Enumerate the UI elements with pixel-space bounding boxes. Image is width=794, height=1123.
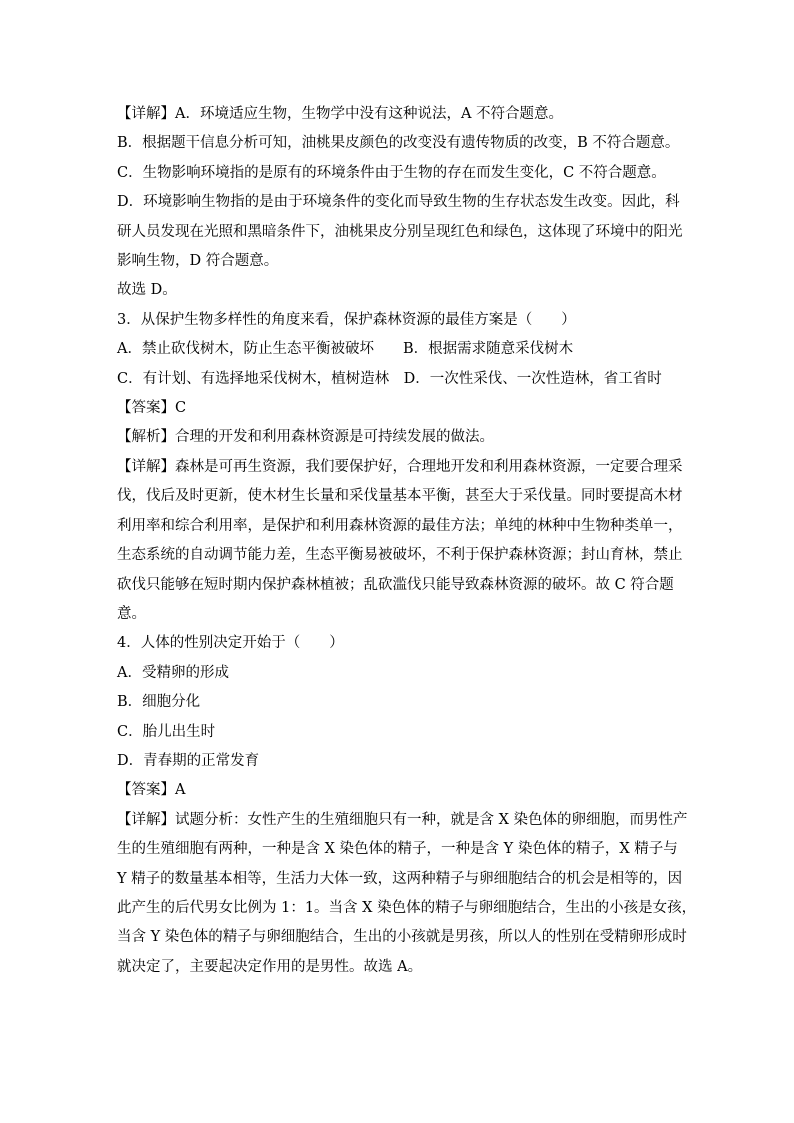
text-line: 伐，伐后及时更新，使木材生长量和采伐量基本平衡，甚至大于采伐量。同时要提高木材	[117, 488, 683, 505]
text-line: 意。	[117, 605, 146, 622]
document-content	[117, 100, 697, 982]
text-line: 【详解】A．环境适应生物，生物学中没有这种说法，A 不符合题意。	[117, 106, 564, 122]
explanation-paragraph-d	[117, 188, 683, 276]
text-line: C．生物影响环境指的是原有的环境条件由于生物的存在而发生变化，C 不符合题意。	[117, 164, 666, 181]
explanation-paragraph-b	[117, 129, 680, 158]
question-3-analysis	[117, 423, 677, 452]
question-4-answer	[117, 776, 677, 805]
text-line: A．受精卵的形成	[117, 664, 229, 681]
explanation-paragraph-c	[117, 159, 677, 188]
text-line: 4．人体的性别决定开始于（ ）	[117, 635, 344, 652]
text-line: 影响生物，D 符合题意。	[117, 253, 279, 270]
question-3-options-ab	[117, 335, 677, 364]
text-line: 研人员发现在光照和黑暗条件下，油桃果皮分别呈现红色和绿色，这体现了环境中的阳光	[117, 223, 683, 240]
explanation-paragraph-a	[117, 100, 677, 129]
question-4-option-b	[117, 688, 677, 717]
question-3-explanation	[117, 453, 683, 629]
question-4-stem	[117, 629, 677, 658]
conclusion-line	[117, 276, 677, 305]
question-4-option-c	[117, 718, 677, 747]
text-line: D．环境影响生物指的是由于环境条件的变化而导致生物的生存状态发生改变。因此，科	[117, 194, 680, 211]
text-line: 就决定了，主要起决定作用的是男性。故选 A。	[117, 958, 423, 975]
text-line: Y 精子的数量基本相等，生活力大体一致，这两种精子与卵细胞结合的机会是相等的，因	[117, 870, 683, 887]
text-line: 【详解】森林是可再生资源，我们要保护好，合理地开发和利用森林资源，一定要合理采	[117, 458, 683, 475]
text-line: C．有计划、有选择地采伐树木，植树造林 D．一次性采伐、一次性造林，省工省时	[117, 370, 662, 387]
text-line: D．青春期的正常发育	[117, 752, 260, 769]
text-line: 砍伐只能够在短时期内保护森林植被；乱砍滥伐只能导致森林资源的破坏。故 C 符合题	[117, 576, 674, 593]
question-3-options-cd	[117, 365, 677, 394]
text-line: 当含 Y 染色体的精子与卵细胞结合，生出的小孩就是男孩，所以人的性别在受精卵形成时	[117, 929, 687, 946]
text-line: 生的生殖细胞有两种，一种是含 X 染色体的精子，一种是含 Y 染色体的精子，X 精子与	[117, 841, 678, 858]
text-line: 3．从保护生物多样性的角度来看，保护森林资源的最佳方案是（ ）	[117, 311, 576, 328]
question-4-option-a	[117, 659, 677, 688]
text-line: A．禁止砍伐树木，防止生态平衡被破坏 B．根据需求随意采伐树木	[117, 341, 574, 358]
question-4-option-d	[117, 747, 677, 776]
text-line: C．胎儿出生时	[117, 723, 216, 740]
question-3-stem	[117, 306, 677, 335]
text-line: 利用率和综合利用率，是保护和利用森林资源的最佳方法；单纯的林种中生物种类单一，	[117, 517, 683, 534]
text-line: 此产生的后代男女比例为 1：1。当含 X 染色体的精子与卵细胞结合，生出的小孩是女孩，	[117, 899, 697, 916]
text-line: B．细胞分化	[117, 694, 201, 711]
text-line: 故选 D。	[117, 282, 177, 299]
text-line: 【答案】A	[117, 782, 186, 799]
text-line: 【答案】C	[117, 400, 187, 417]
text-line: 【详解】试题分析：女性产生的生殖细胞只有一种，就是含 X 染色体的卵细胞，而男性产	[117, 811, 688, 828]
text-line: B．根据题干信息分析可知，油桃果皮颜色的改变没有遗传物质的改变，B 不符合题意。	[117, 135, 680, 152]
question-3-answer	[117, 394, 677, 423]
text-line: 生态系统的自动调节能力差，生态平衡易被破坏，不利于保护森林资源；封山育林，禁止	[117, 547, 683, 564]
question-4-explanation	[117, 806, 697, 982]
text-line: 【解析】合理的开发和利用森林资源是可持续发展的做法。	[117, 429, 494, 446]
